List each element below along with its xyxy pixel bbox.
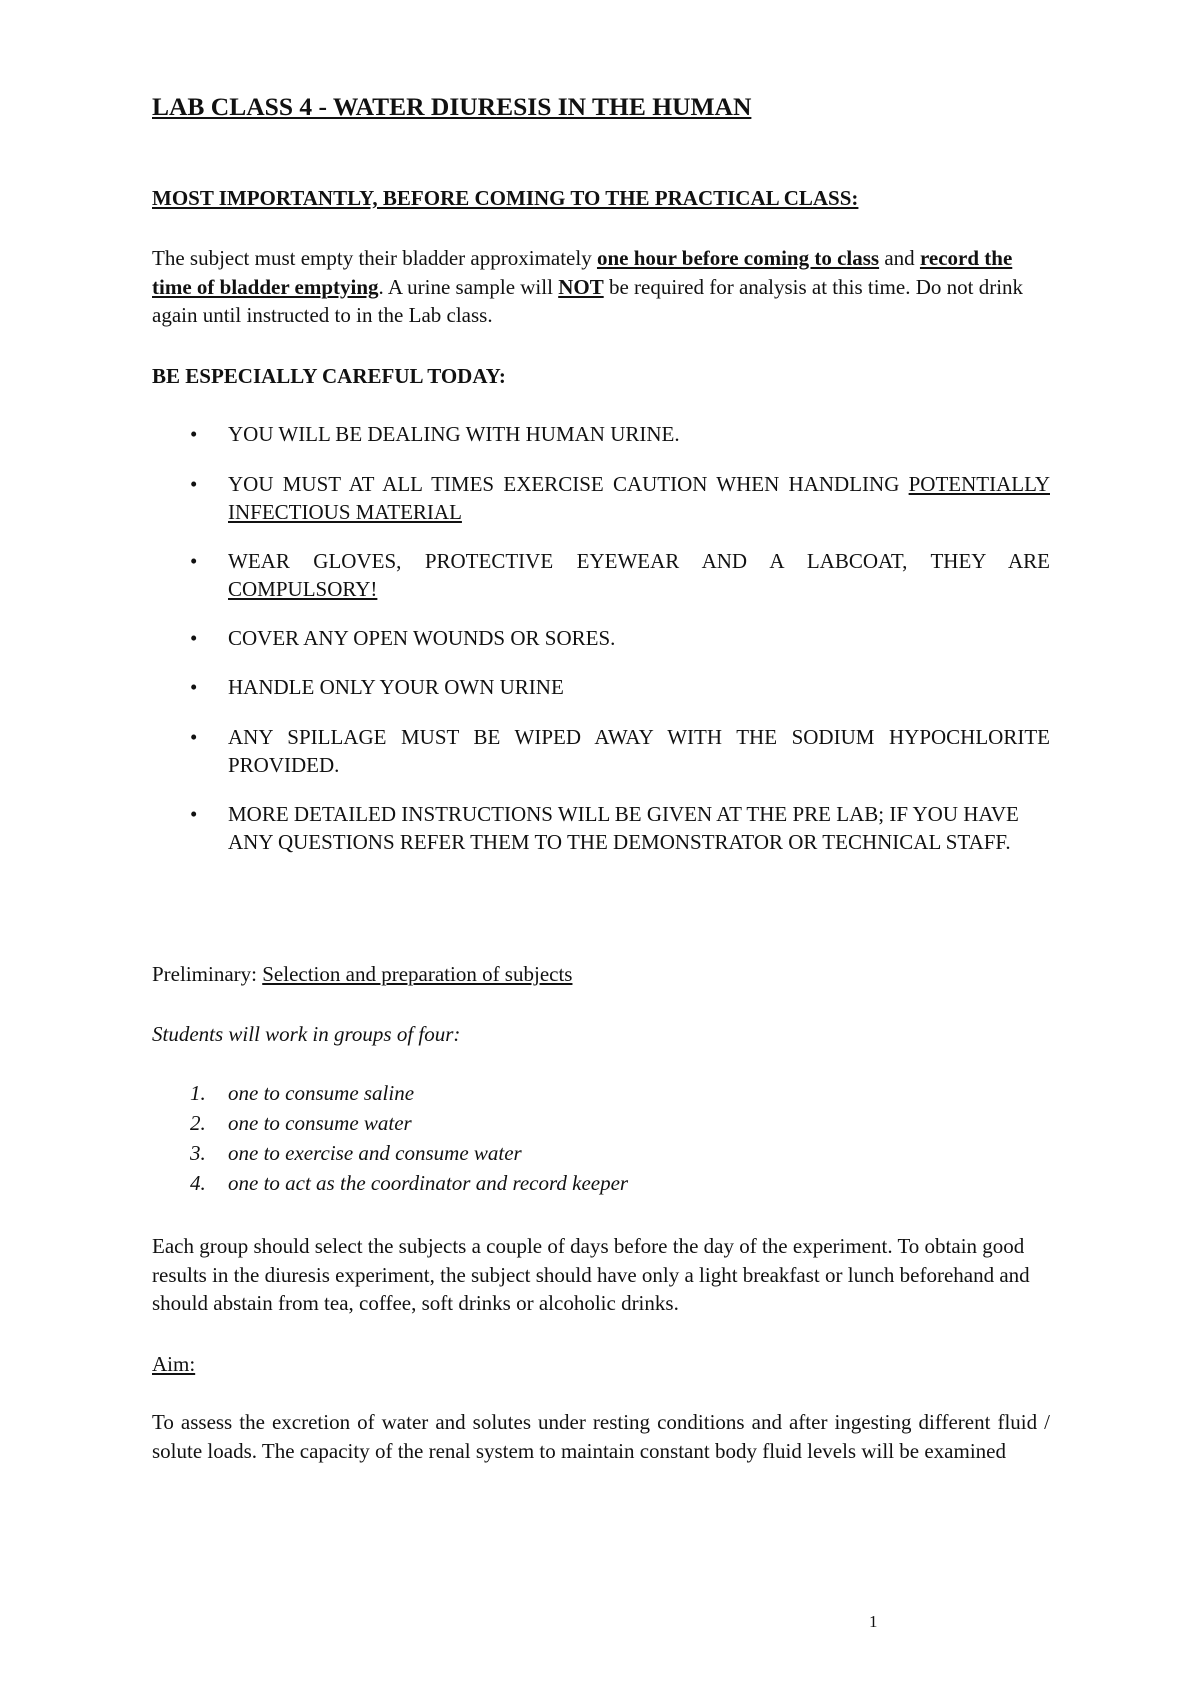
bullet-text: HANDLE ONLY YOUR OWN URINE [228, 675, 564, 699]
list-number: 4. [190, 1171, 206, 1195]
groups-intro: Students will work in groups of four: [152, 1022, 461, 1046]
list-number: 2. [190, 1111, 206, 1135]
list-item [152, 1138, 1050, 1168]
roles-list [152, 1078, 1050, 1198]
bullet-text: ANY SPILLAGE MUST BE WIPED AWAY WITH THE SODIUM HYPOCHLORITE PROVIDED. [228, 724, 1050, 777]
role-text: one to act as the coordinator and record keeper [228, 1171, 629, 1195]
role-text: one to consume water [228, 1111, 412, 1135]
page-number: 1 [869, 1612, 878, 1631]
intro-emphasis-not: NOT [558, 274, 604, 299]
bullet-icon: • [190, 724, 198, 749]
safety-list [152, 420, 1050, 877]
list-number: 3. [190, 1141, 206, 1165]
intro-paragraph [152, 244, 1050, 330]
list-item [152, 800, 1050, 857]
caution-heading: BE ESPECIALLY CAREFUL TODAY: [152, 364, 506, 388]
bullet-icon: • [190, 471, 198, 496]
intro-text: be required for analysis at this time. Do not drink again until instructed to in the Lab class. [152, 274, 1024, 327]
list-item [152, 1168, 1050, 1198]
list-item [152, 673, 1050, 702]
bullet-icon: • [190, 548, 198, 573]
intro-text: The subject must empty their bladder approximately [152, 246, 597, 270]
preparation-heading: MOST IMPORTANTLY, BEFORE COMING TO THE PRACTICAL CLASS: [152, 186, 859, 210]
aim-label: Aim: [152, 1352, 196, 1376]
intro-text: . A urine sample will [378, 274, 559, 299]
page-title: LAB CLASS 4 - WATER DIURESIS IN THE HUMAN [152, 92, 752, 121]
role-text: one to consume saline [228, 1081, 415, 1105]
bullet-text: YOU MUST AT ALL TIMES EXERCISE CAUTION WHEN HANDLING [228, 471, 909, 496]
intro-emphasis-record: record the time of bladder emptying [152, 246, 1013, 299]
list-item [152, 470, 1050, 527]
preliminary-label: Preliminary: [152, 962, 263, 986]
bullet-text: COVER ANY OPEN WOUNDS OR SORES. [228, 625, 616, 650]
role-text: one to exercise and consume water [228, 1141, 522, 1165]
bullet-text: MORE DETAILED INSTRUCTIONS WILL BE GIVEN AT THE PRE LAB; IF YOU HAVE ANY QUESTIONS REFER THEM TO THE DEMONSTRATOR OR TECHNICAL STAFF. [228, 801, 1019, 854]
list-item [152, 1108, 1050, 1138]
selection-paragraph: Each group should select the subjects a couple of days before the day of the experiment. To obtain good results in the diuresis experiment, the subject should have only a light breakfast or lunch beforehand and should abstain from tea, coffee, soft drinks or alcoholic drinks. [152, 1234, 1030, 1315]
preliminary-line [152, 960, 1050, 988]
bullet-icon: • [190, 801, 198, 826]
preliminary-topic: Selection and preparation of subjects [262, 962, 573, 986]
aim-paragraph: To assess the excretion of water and solutes under resting conditions and after ingesting different fluid / solute loads. The capacity of the renal system to maintain constant body fluid levels will be examined [152, 1410, 1050, 1463]
list-item [152, 723, 1050, 780]
list-item [152, 1078, 1050, 1108]
intro-emphasis-timing: one hour before coming to class [596, 246, 880, 270]
list-number: 1. [190, 1081, 206, 1105]
list-item [152, 420, 1050, 449]
bullet-text-underlined: COMPULSORY! [228, 577, 378, 601]
bullet-text: YOU WILL BE DEALING WITH HUMAN URINE. [228, 422, 680, 446]
list-item [152, 547, 1050, 604]
bullet-icon: • [190, 625, 198, 650]
bullet-icon: • [190, 675, 198, 699]
intro-text: and [879, 246, 920, 270]
bullet-icon: • [190, 422, 198, 446]
bullet-text-underlined: POTENTIALLY INFECTIOUS MATERIAL [228, 471, 1050, 524]
list-item [152, 624, 1050, 653]
bullet-text: WEAR GLOVES, PROTECTIVE EYEWEAR AND A LABCOAT, THEY ARE [228, 548, 1050, 573]
